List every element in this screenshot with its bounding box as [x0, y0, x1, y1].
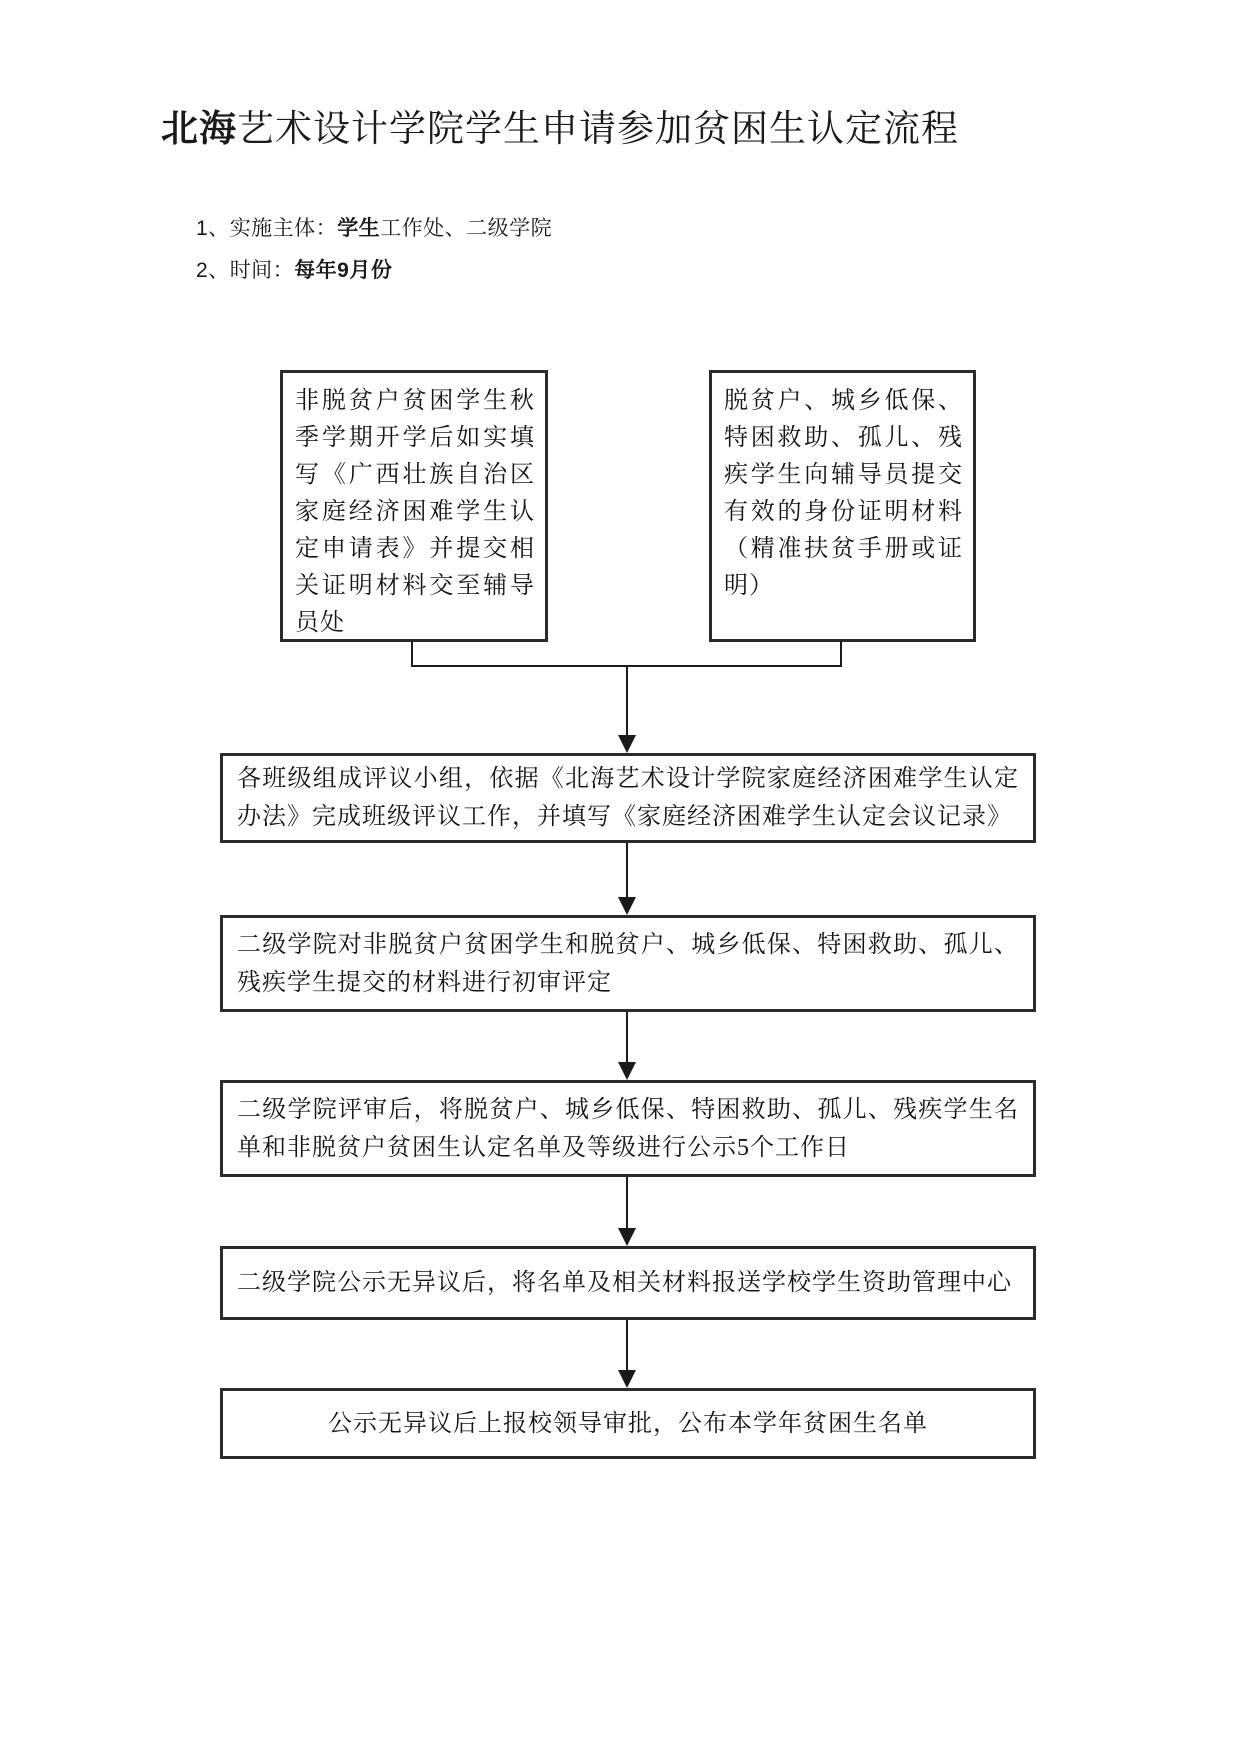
- flow-box-text: 各班级组成评议小组，依据《北海艺术设计学院家庭经济困难学生认定办法》完成班级评议工作，并填写《家庭经济困难学生认定会议记录》: [237, 766, 1019, 830]
- connector-line: [626, 1177, 628, 1230]
- flow-box-college-initial-review: [220, 915, 1036, 1012]
- arrow-down-icon: [618, 1370, 636, 1388]
- flow-box-publicity-5-days: [220, 1080, 1036, 1177]
- flow-box-text: 公示无异议后上报校领导审批，公布本学年贫困生名单: [328, 1410, 928, 1437]
- page-title: [0, 98, 1120, 152]
- flow-box-class-review: [220, 753, 1036, 843]
- arrow-down-icon: [618, 1228, 636, 1246]
- flow-box-non-poverty-students: 非脱贫户贫困学生秋季学期开学后如实填写《广西壮族自治区家庭经济困难学生认定申请表》并提交相关证明材料交至辅导员处: [280, 370, 548, 642]
- note-time: [196, 254, 392, 284]
- note-label: 时间：: [229, 259, 295, 282]
- connector-line: [626, 843, 628, 899]
- note-number: 1、: [196, 217, 230, 240]
- flow-box-poverty-students: 脱贫户、城乡低保、特困救助、孤儿、残疾学生向辅导员提交有效的身份证明材料（精准扶贫手册或证明）: [709, 370, 976, 642]
- note-implementer: [196, 212, 552, 242]
- flow-box-text: 二级学院对非脱贫户贫困学生和脱贫户、城乡低保、特困救助、孤儿、残疾学生提交的材料进行初审评定: [237, 931, 1019, 996]
- note-label: 实施主体：: [229, 217, 338, 240]
- arrow-down-icon: [618, 735, 636, 753]
- arrow-down-icon: [618, 897, 636, 915]
- arrow-down-icon: [618, 1062, 636, 1080]
- flow-box-final-approval: [220, 1388, 1036, 1459]
- note-emphasis: 学生: [337, 217, 381, 240]
- connector-stub-right-line: [840, 641, 842, 667]
- title-emphasis: 北海: [161, 108, 237, 149]
- flow-box-submit-to-aid-center: [220, 1246, 1036, 1320]
- note-emphasis: 每年9月份: [294, 259, 393, 282]
- note-number: 2、: [196, 259, 230, 282]
- connector-stub-left-line: [411, 641, 413, 667]
- flow-box-text: 二级学院公示无异议后，将名单及相关材料报送学校学生资助管理中心: [237, 1270, 1012, 1296]
- connector-line: [626, 1012, 628, 1064]
- connector-line: [626, 1320, 628, 1372]
- flow-box-text: 二级学院评审后，将脱贫户、城乡低保、特困救助、孤儿、残疾学生名单和非脱贫户贫困生认定名单及等级进行公示5个工作日: [237, 1096, 1019, 1161]
- title-rest: 艺术设计学院学生申请参加贫困生认定流程: [237, 108, 959, 149]
- note-suffix: 工作处、二级学院: [380, 217, 553, 240]
- connector-merge-vertical-line: [626, 665, 628, 739]
